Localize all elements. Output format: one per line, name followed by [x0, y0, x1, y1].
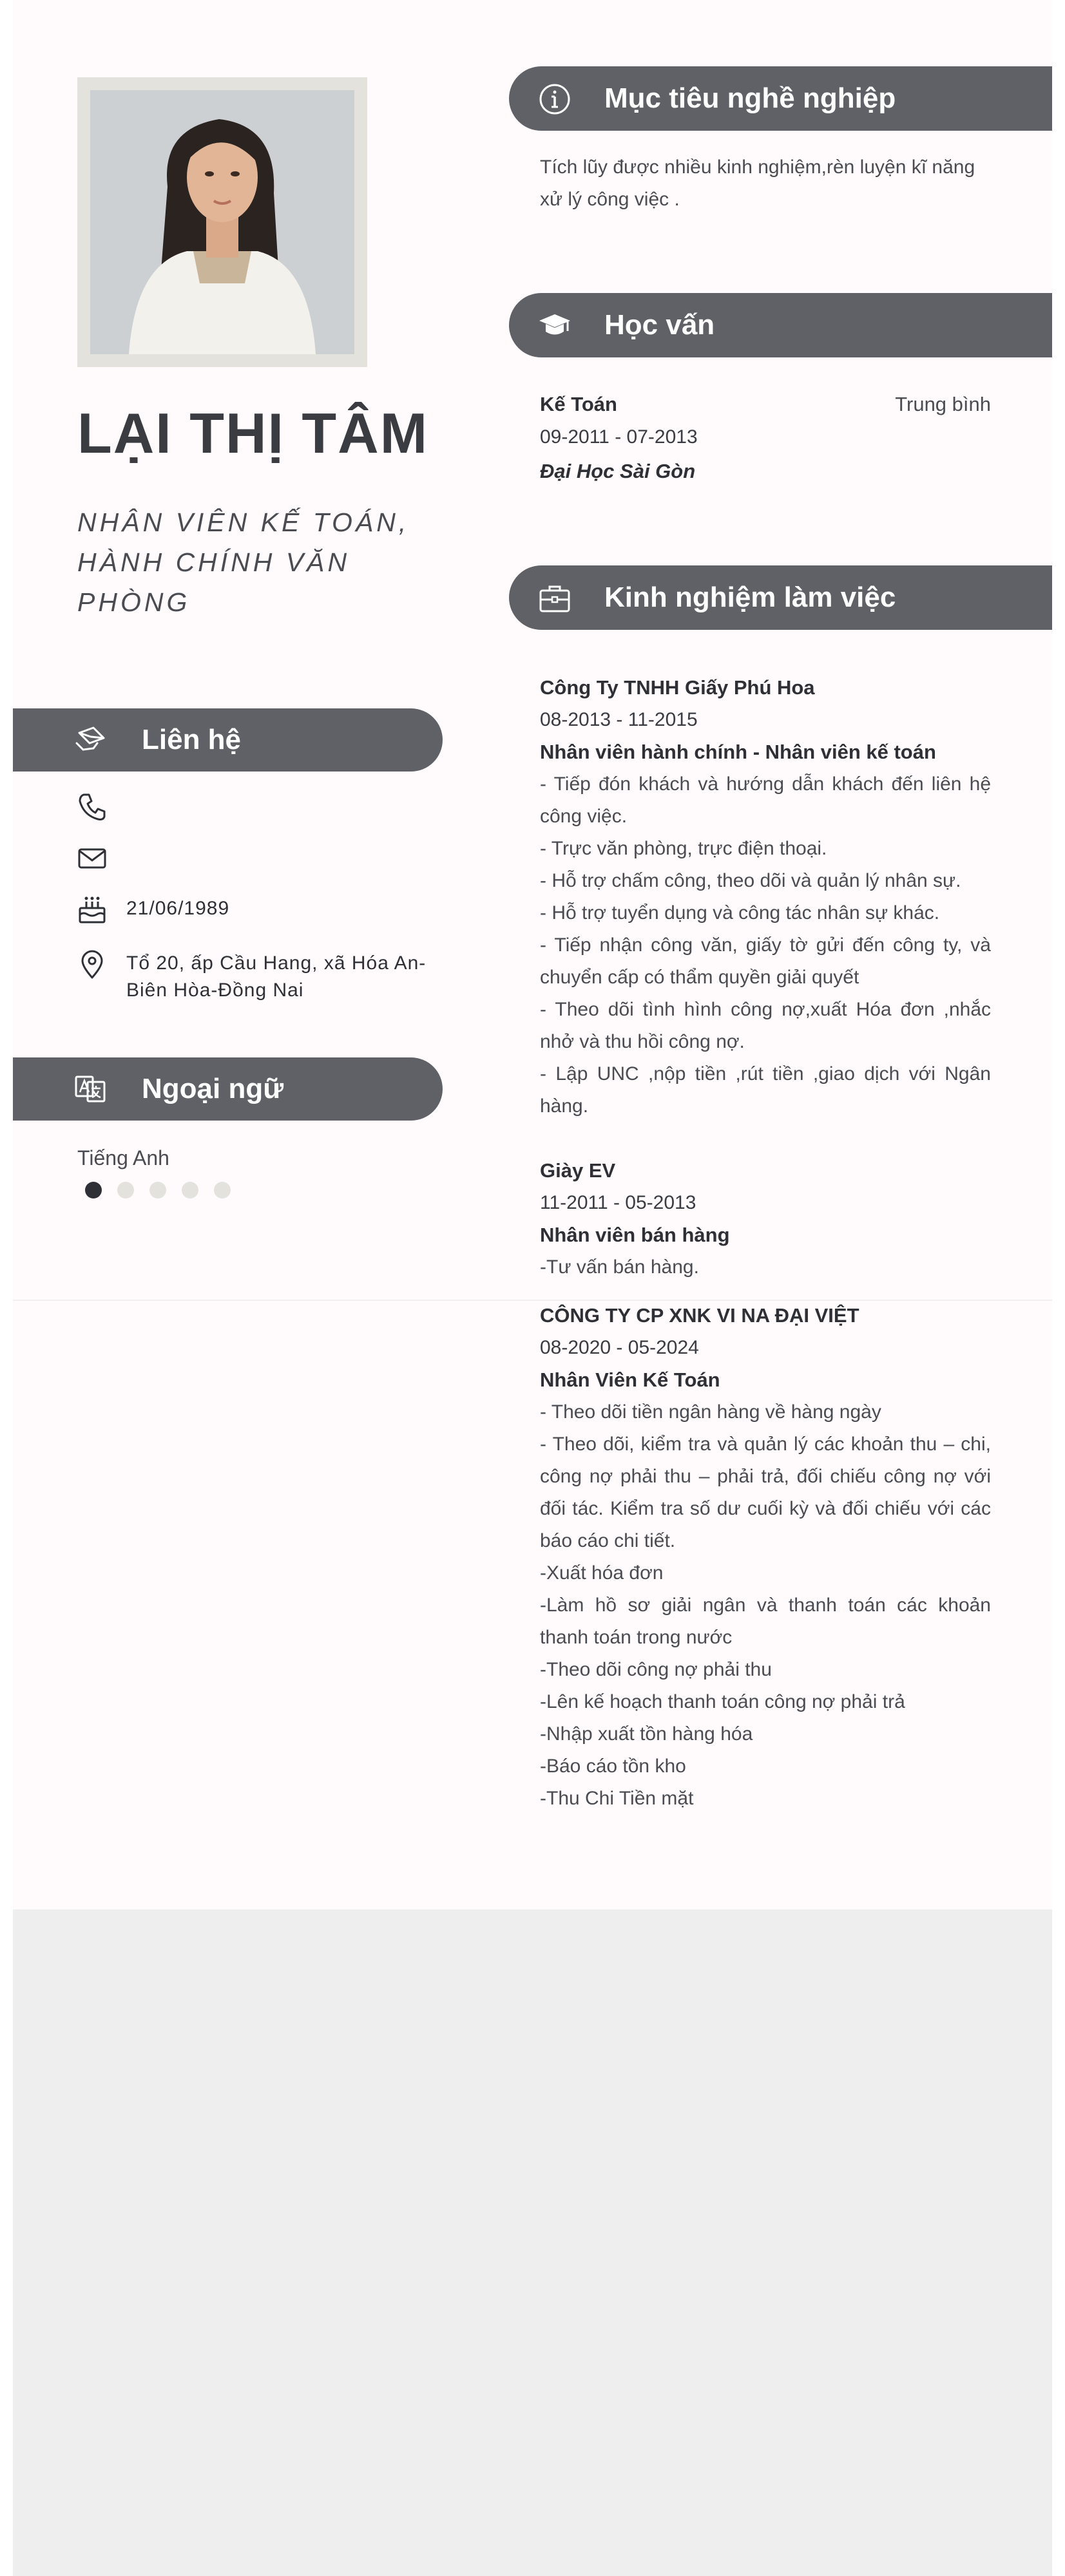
- job-role: Nhân viên hành chính - Nhân viên kế toán: [540, 741, 936, 763]
- job-duty: - Theo dõi tình hình công nợ,xuất Hóa đơn ,nhắc nhở và thu hồi công nợ.: [540, 999, 991, 1052]
- job-entry: [540, 1300, 991, 1815]
- language-name: Tiếng Anh: [77, 1146, 169, 1170]
- level-dot-empty: [214, 1182, 231, 1198]
- job-duty: - Trực văn phòng, trực điện thoại.: [540, 838, 827, 859]
- contact-heading: Liên hệ: [142, 724, 242, 755]
- job-duty: -Báo cáo tồn kho: [540, 1756, 686, 1777]
- objective-text: Tích lũy được nhiều kinh nghiệm,rèn luyện kĩ năng xử lý công việc .: [540, 156, 975, 210]
- objective-heading: Mục tiêu nghề nghiệp: [604, 82, 896, 114]
- level-dot-empty: [117, 1182, 134, 1198]
- translate-icon: [74, 1073, 106, 1105]
- education-heading: Học vấn: [604, 309, 715, 341]
- candidate-name: LẠI THỊ TÂM: [77, 401, 429, 465]
- profile-photo-frame: [77, 77, 367, 367]
- envelope-hand-icon: [74, 724, 106, 756]
- job-duty: - Lập UNC ,nộp tiền ,rút tiền ,giao dịch với Ngân hàng.: [540, 1063, 991, 1117]
- education-period: 09-2011 - 07-2013: [540, 426, 698, 448]
- language-heading: Ngoại ngữ: [142, 1073, 284, 1104]
- level-dot-empty: [149, 1182, 166, 1198]
- job-company: CÔNG TY CP XNK VI NA ĐẠI VIỆT: [540, 1304, 859, 1327]
- education-grade: Trung bình: [895, 393, 991, 415]
- job-period: 08-2013 - 11-2015: [540, 709, 698, 730]
- birthday-cake-icon: [77, 895, 107, 925]
- education-school: Đại Học Sài Gòn: [540, 460, 696, 482]
- phone-icon: [77, 792, 107, 822]
- objective-section-header: [509, 66, 1052, 131]
- blank-page-area: [13, 1909, 1052, 2576]
- language-section-header: [13, 1057, 443, 1121]
- job-duty: -Xuất hóa đơn: [540, 1562, 664, 1584]
- graduation-cap-icon: [538, 309, 571, 343]
- level-dot-empty: [182, 1182, 198, 1198]
- job-duty: - Hỗ trợ tuyển dụng và công tác nhân sự khác.: [540, 902, 940, 923]
- education-section-header: [509, 293, 1052, 357]
- map-pin-icon: [77, 950, 107, 980]
- job-period: 08-2020 - 05-2024: [540, 1337, 699, 1358]
- job-role: Nhân viên bán hàng: [540, 1224, 730, 1246]
- info-icon: [538, 82, 571, 116]
- job-duty: -Lên kế hoạch thanh toán công nợ phải trả: [540, 1691, 905, 1712]
- job-period: 11-2011 - 05-2013: [540, 1192, 696, 1213]
- job-duty: -Nhập xuất tồn hàng hóa: [540, 1723, 753, 1745]
- job-entry: [540, 672, 991, 1122]
- job-duty: - Tiếp nhận công văn, giấy tờ gửi đến công ty, và chuyển cấp có thẩm quyền giải quyết: [540, 934, 991, 988]
- job-entry: [540, 1155, 991, 1283]
- contact-section-header: [13, 708, 443, 772]
- job-duty: -Tư vấn bán hàng.: [540, 1256, 699, 1278]
- candidate-job-title: NHÂN VIÊN KẾ TOÁN, HÀNH CHÍNH VĂN PHÒNG: [77, 507, 410, 617]
- job-company: Công Ty TNHH Giấy Phú Hoa: [540, 676, 815, 699]
- mail-icon: [77, 844, 107, 873]
- job-duty: -Theo dõi công nợ phải thu: [540, 1659, 772, 1680]
- profile-photo: [90, 90, 354, 354]
- level-dot-filled: [85, 1182, 102, 1198]
- contact-birthday: 21/06/1989: [126, 898, 230, 919]
- contact-address: Tổ 20, ấp Cầu Hang, xã Hóa An- Biên Hòa-Đồng Nai: [126, 952, 427, 1001]
- job-company: Giày EV: [540, 1159, 616, 1182]
- job-duty: - Theo dõi tiền ngân hàng về hàng ngày: [540, 1401, 881, 1423]
- job-duty: -Làm hồ sơ giải ngân và thanh toán các khoản thanh toán trong nước: [540, 1595, 991, 1648]
- education-major: Kế Toán: [540, 393, 617, 415]
- job-duty: - Tiếp đón khách và hướng dẫn khách đến liên hệ công việc.: [540, 773, 991, 827]
- job-duty: - Hỗ trợ chấm công, theo dõi và quản lý nhân sự.: [540, 870, 961, 891]
- briefcase-icon: [538, 582, 571, 615]
- job-role: Nhân Viên Kế Toán: [540, 1368, 720, 1391]
- job-duty: -Thu Chi Tiền mặt: [540, 1788, 694, 1809]
- experience-section-header: [509, 565, 1052, 630]
- experience-heading: Kinh nghiệm làm việc: [604, 582, 896, 613]
- job-duty: - Theo dõi, kiểm tra và quản lý các khoản thu – chi, công nợ phải thu – phải trả, đối chiếu công nợ với đối tác. Kiểm tra số dư cuối kỳ và đối chiếu với các báo cáo chi tiết.: [540, 1434, 991, 1551]
